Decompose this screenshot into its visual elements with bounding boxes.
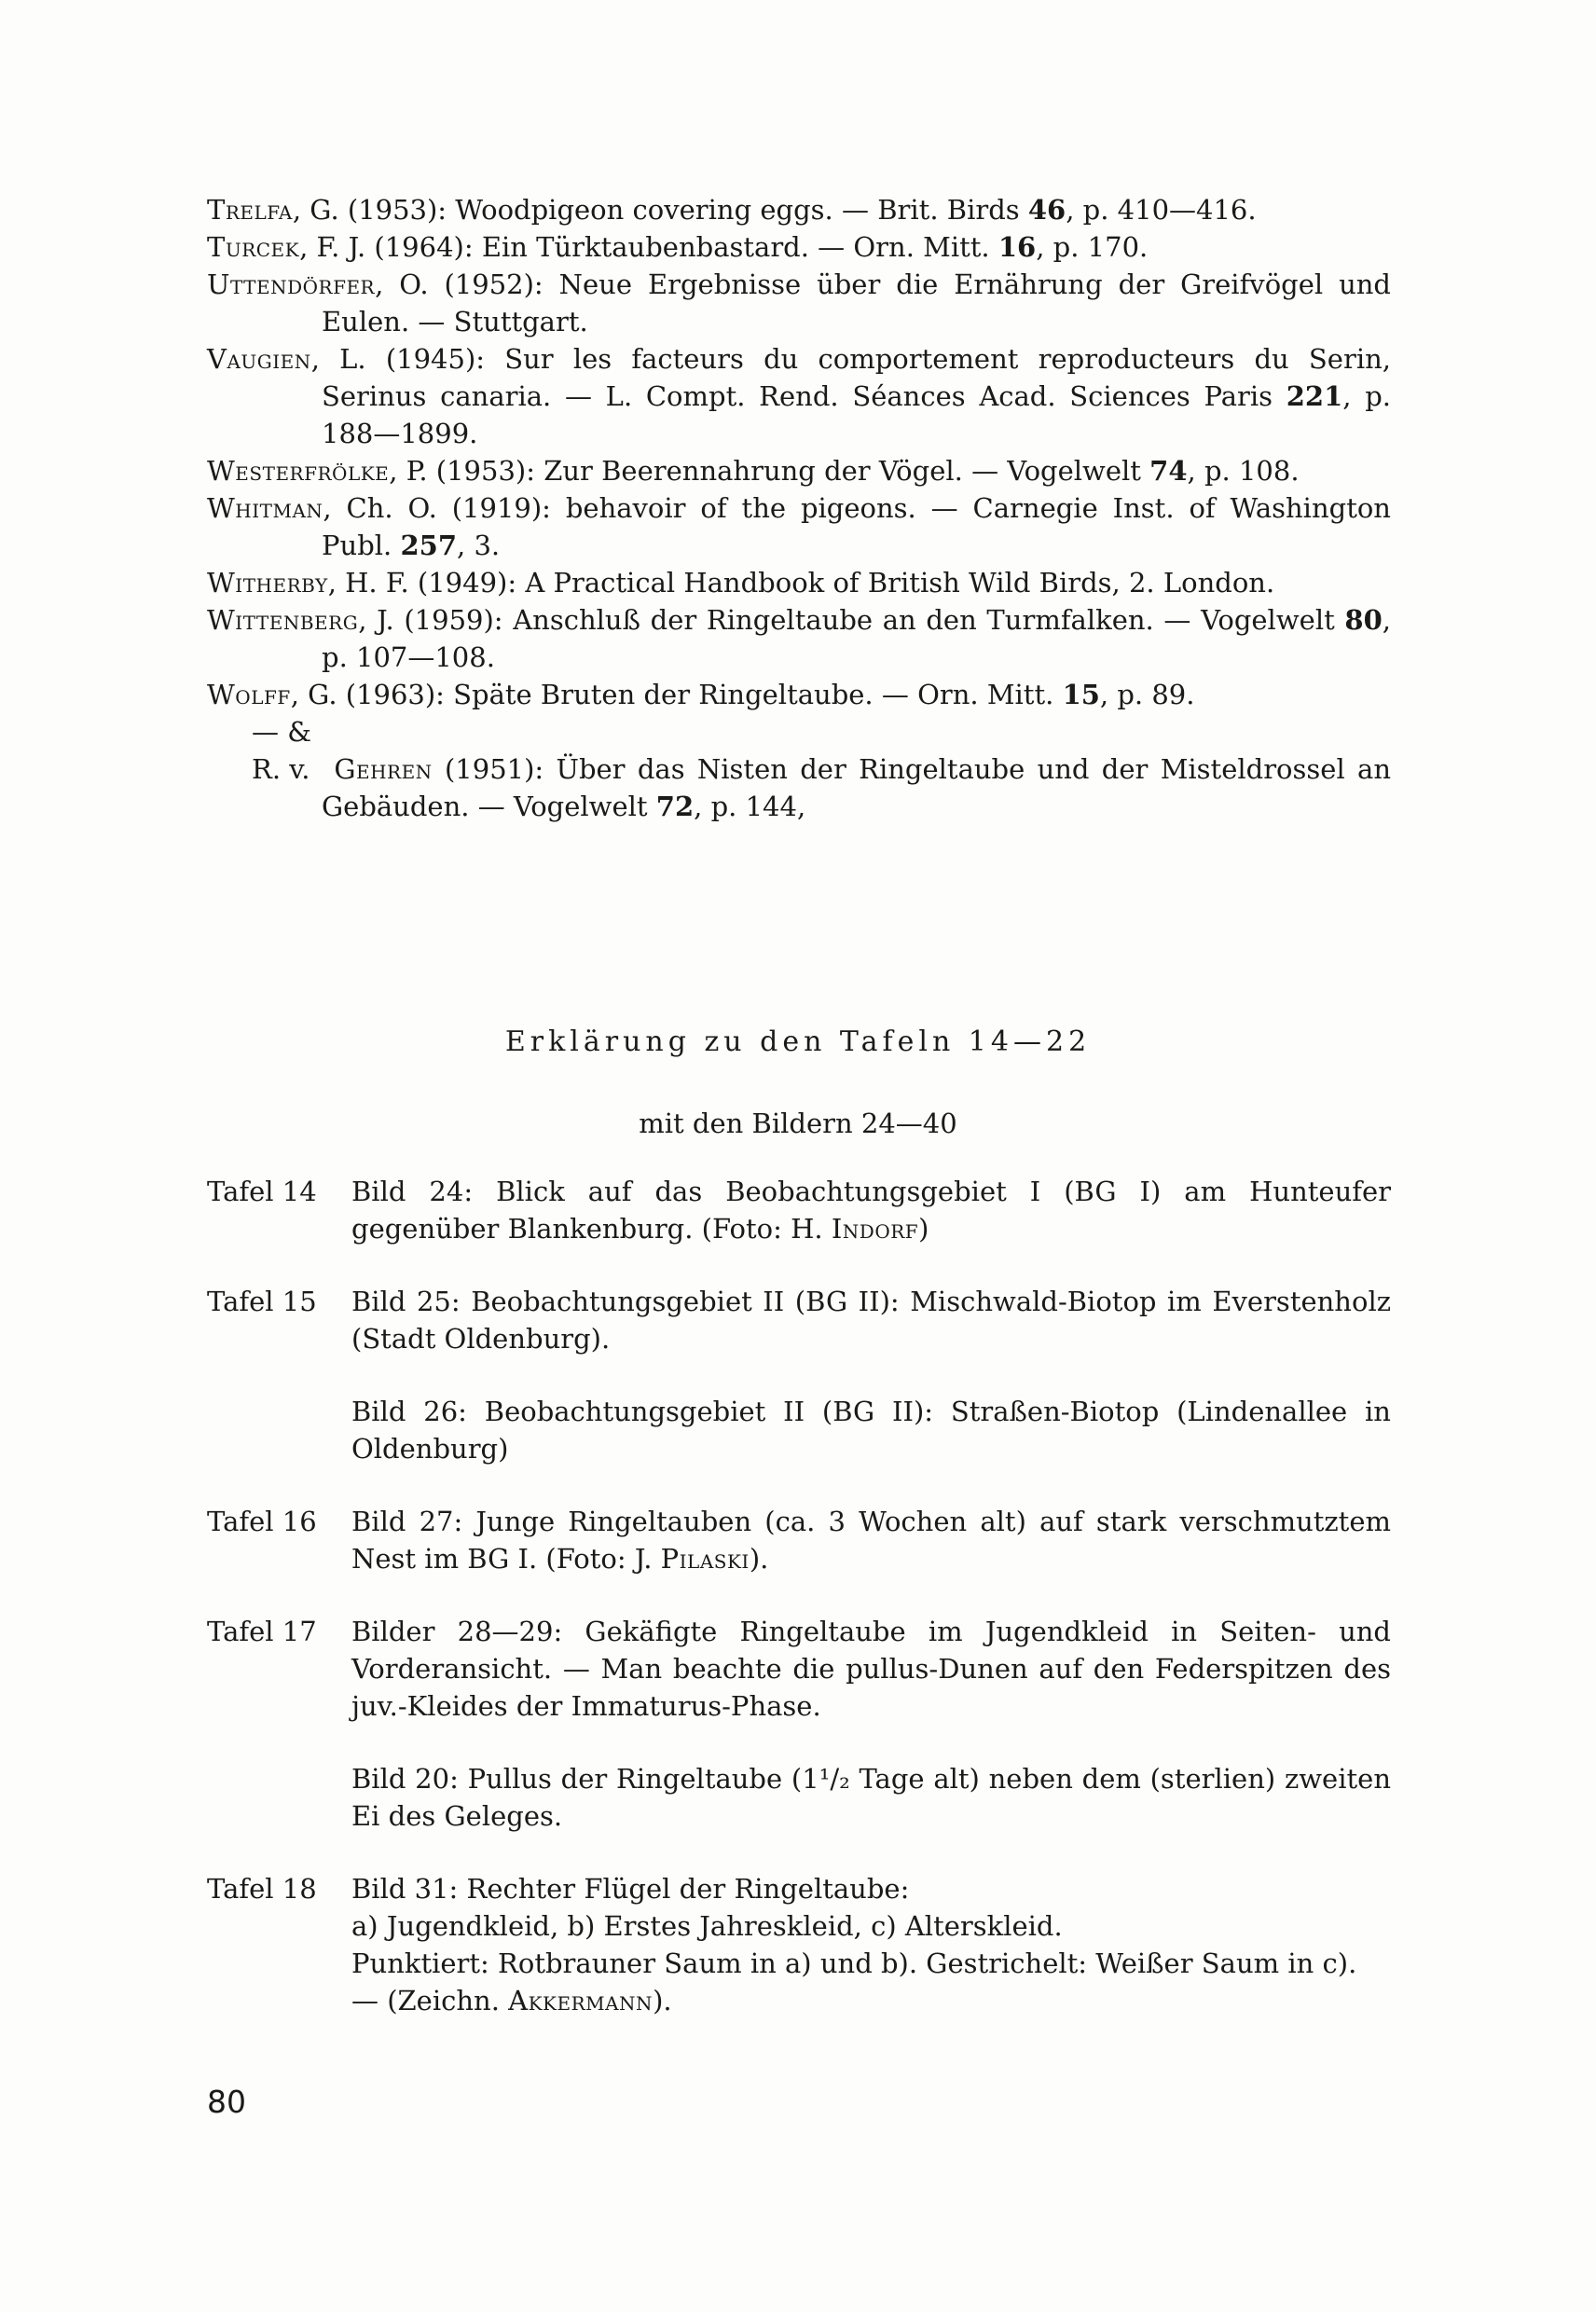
plate-label: Tafel 18 (207, 1873, 317, 1905)
plate-caption: Bild 24: Blick auf das Beobachtungsgebiet I (BG I) am Hunteufer gegenüber Blankenburg. (Foto: H. Indorf) (351, 1176, 1391, 1245)
plate-block (207, 1173, 1391, 1247)
reference-author: Whitman (207, 492, 323, 524)
plate-caption: Bild 26: Beobachtungsgebiet II (BG II): Straßen-Biotop (Lindenallee in Oldenburg) (351, 1396, 1391, 1465)
plate-caption: Bilder 28—29: Gekäfigte Ringeltaube im Jugendkleid in Seiten- und Vorderansicht. — Man beachte die pullus-Dunen auf den Federspitzen des juv.-Kleides der Immaturus-Phase. (351, 1616, 1391, 1722)
plate-caption: Bild 20: Pullus der Ringeltaube (1¹/₂ Tage alt) neben dem (sterlien) zweiten Ei des Geleges. (351, 1763, 1391, 1832)
reference-entry: Westerfrölke, P. (1953): Zur Beerennahrung der Vögel. — Vogelwelt 74, p. 108. (207, 455, 1300, 487)
plate-label: Tafel 14 (207, 1176, 317, 1207)
reference-entry: Turcek, F. J. (1964): Ein Türktaubenbastard. — Orn. Mitt. 16, p. 170. (207, 231, 1149, 263)
reference-entry: Whitman, Ch. O. (1919): behavoir of the pigeons. — Carnegie Inst. of Washington Publ. 257, 3. (207, 492, 1391, 561)
plate-captions (207, 1173, 1391, 2055)
reference-entry: Witherby, H. F. (1949): A Practical Handbook of British Wild Birds, 2. London. (207, 567, 1275, 599)
plate-label: Tafel 16 (207, 1506, 317, 1537)
reference-author: Westerfrölke (207, 455, 390, 487)
plate-label: Tafel 17 (207, 1616, 317, 1647)
reference-entry-continuation: — & R. v. Gehren (1951): Über das Nisten der Ringeltaube und der Misteldrossel an Gebäuden. — Vogelwelt 72, p. 144, (252, 716, 1391, 822)
reference-entry: Vaugien, L. (1945): Sur les facteurs du comportement reproducteurs du Serin, Serinus canaria. — L. Compt. Rend. Séances Acad. Sciences Paris 221, p. 188—1899. (207, 343, 1392, 449)
reference-entry: Uttendörfer, O. (1952): Neue Ergebnisse über die Ernährung der Greifvögel und Eulen. — Stuttgart. (207, 268, 1391, 337)
plate-block (207, 1283, 1391, 1467)
reference-author: Uttendörfer (207, 268, 376, 300)
reference-entry: Wittenberg, J. (1959): Anschluß der Ringeltaube an den Turmfalken. — Vogelwelt 80, p. 107—108. (207, 604, 1391, 673)
section-subheading: mit den Bildern 24—40 (639, 1108, 957, 1139)
plate-block (207, 1613, 1391, 1835)
reference-author: Wolff (207, 679, 291, 710)
plate-caption: Bild 27: Junge Ringeltauben (ca. 3 Wochen alt) auf stark verschmutztem Nest im BG I. (Foto: J. Pilaski). (351, 1506, 1391, 1575)
reference-author: Vaugien (207, 343, 311, 375)
reference-entry: Wolff, G. (1963): Späte Bruten der Ringeltaube. — Orn. Mitt. 15, p. 89. (207, 679, 1195, 710)
reference-entry: Trelfa, G. (1953): Woodpigeon covering eggs. — Brit. Birds 46, p. 410—416. (207, 194, 1257, 226)
reference-author: Wittenberg (207, 604, 359, 636)
plate-caption: Bild 25: Beobachtungsgebiet II (BG II): Mischwald-Biotop im Everstenholz (Stadt Oldenburg). (351, 1286, 1391, 1355)
reference-author: Witherby (207, 567, 328, 599)
plate-label: Tafel 15 (207, 1286, 317, 1317)
section-heading: Erklärung zu den Tafeln 14—22 (504, 1025, 1092, 1058)
reference-list (207, 191, 1391, 825)
reference-author: Gehren (334, 753, 433, 785)
plate-caption: Bild 31: Rechter Flügel der Ringeltaube: a) Jugendkleid, b) Erstes Jahreskleid, c) Alterskleid. Punktiert: Rotbrauner Saum in a) und b). Gestrichelt: Weißer Saum in c). — (Zeichn. Akkermann). (351, 1873, 1357, 2016)
page-number: 80 (207, 2084, 246, 2120)
plate-block (207, 1503, 1391, 1577)
reference-author: Turcek (207, 231, 300, 263)
plate-block (207, 1870, 1391, 2019)
reference-author: Trelfa (207, 194, 293, 226)
